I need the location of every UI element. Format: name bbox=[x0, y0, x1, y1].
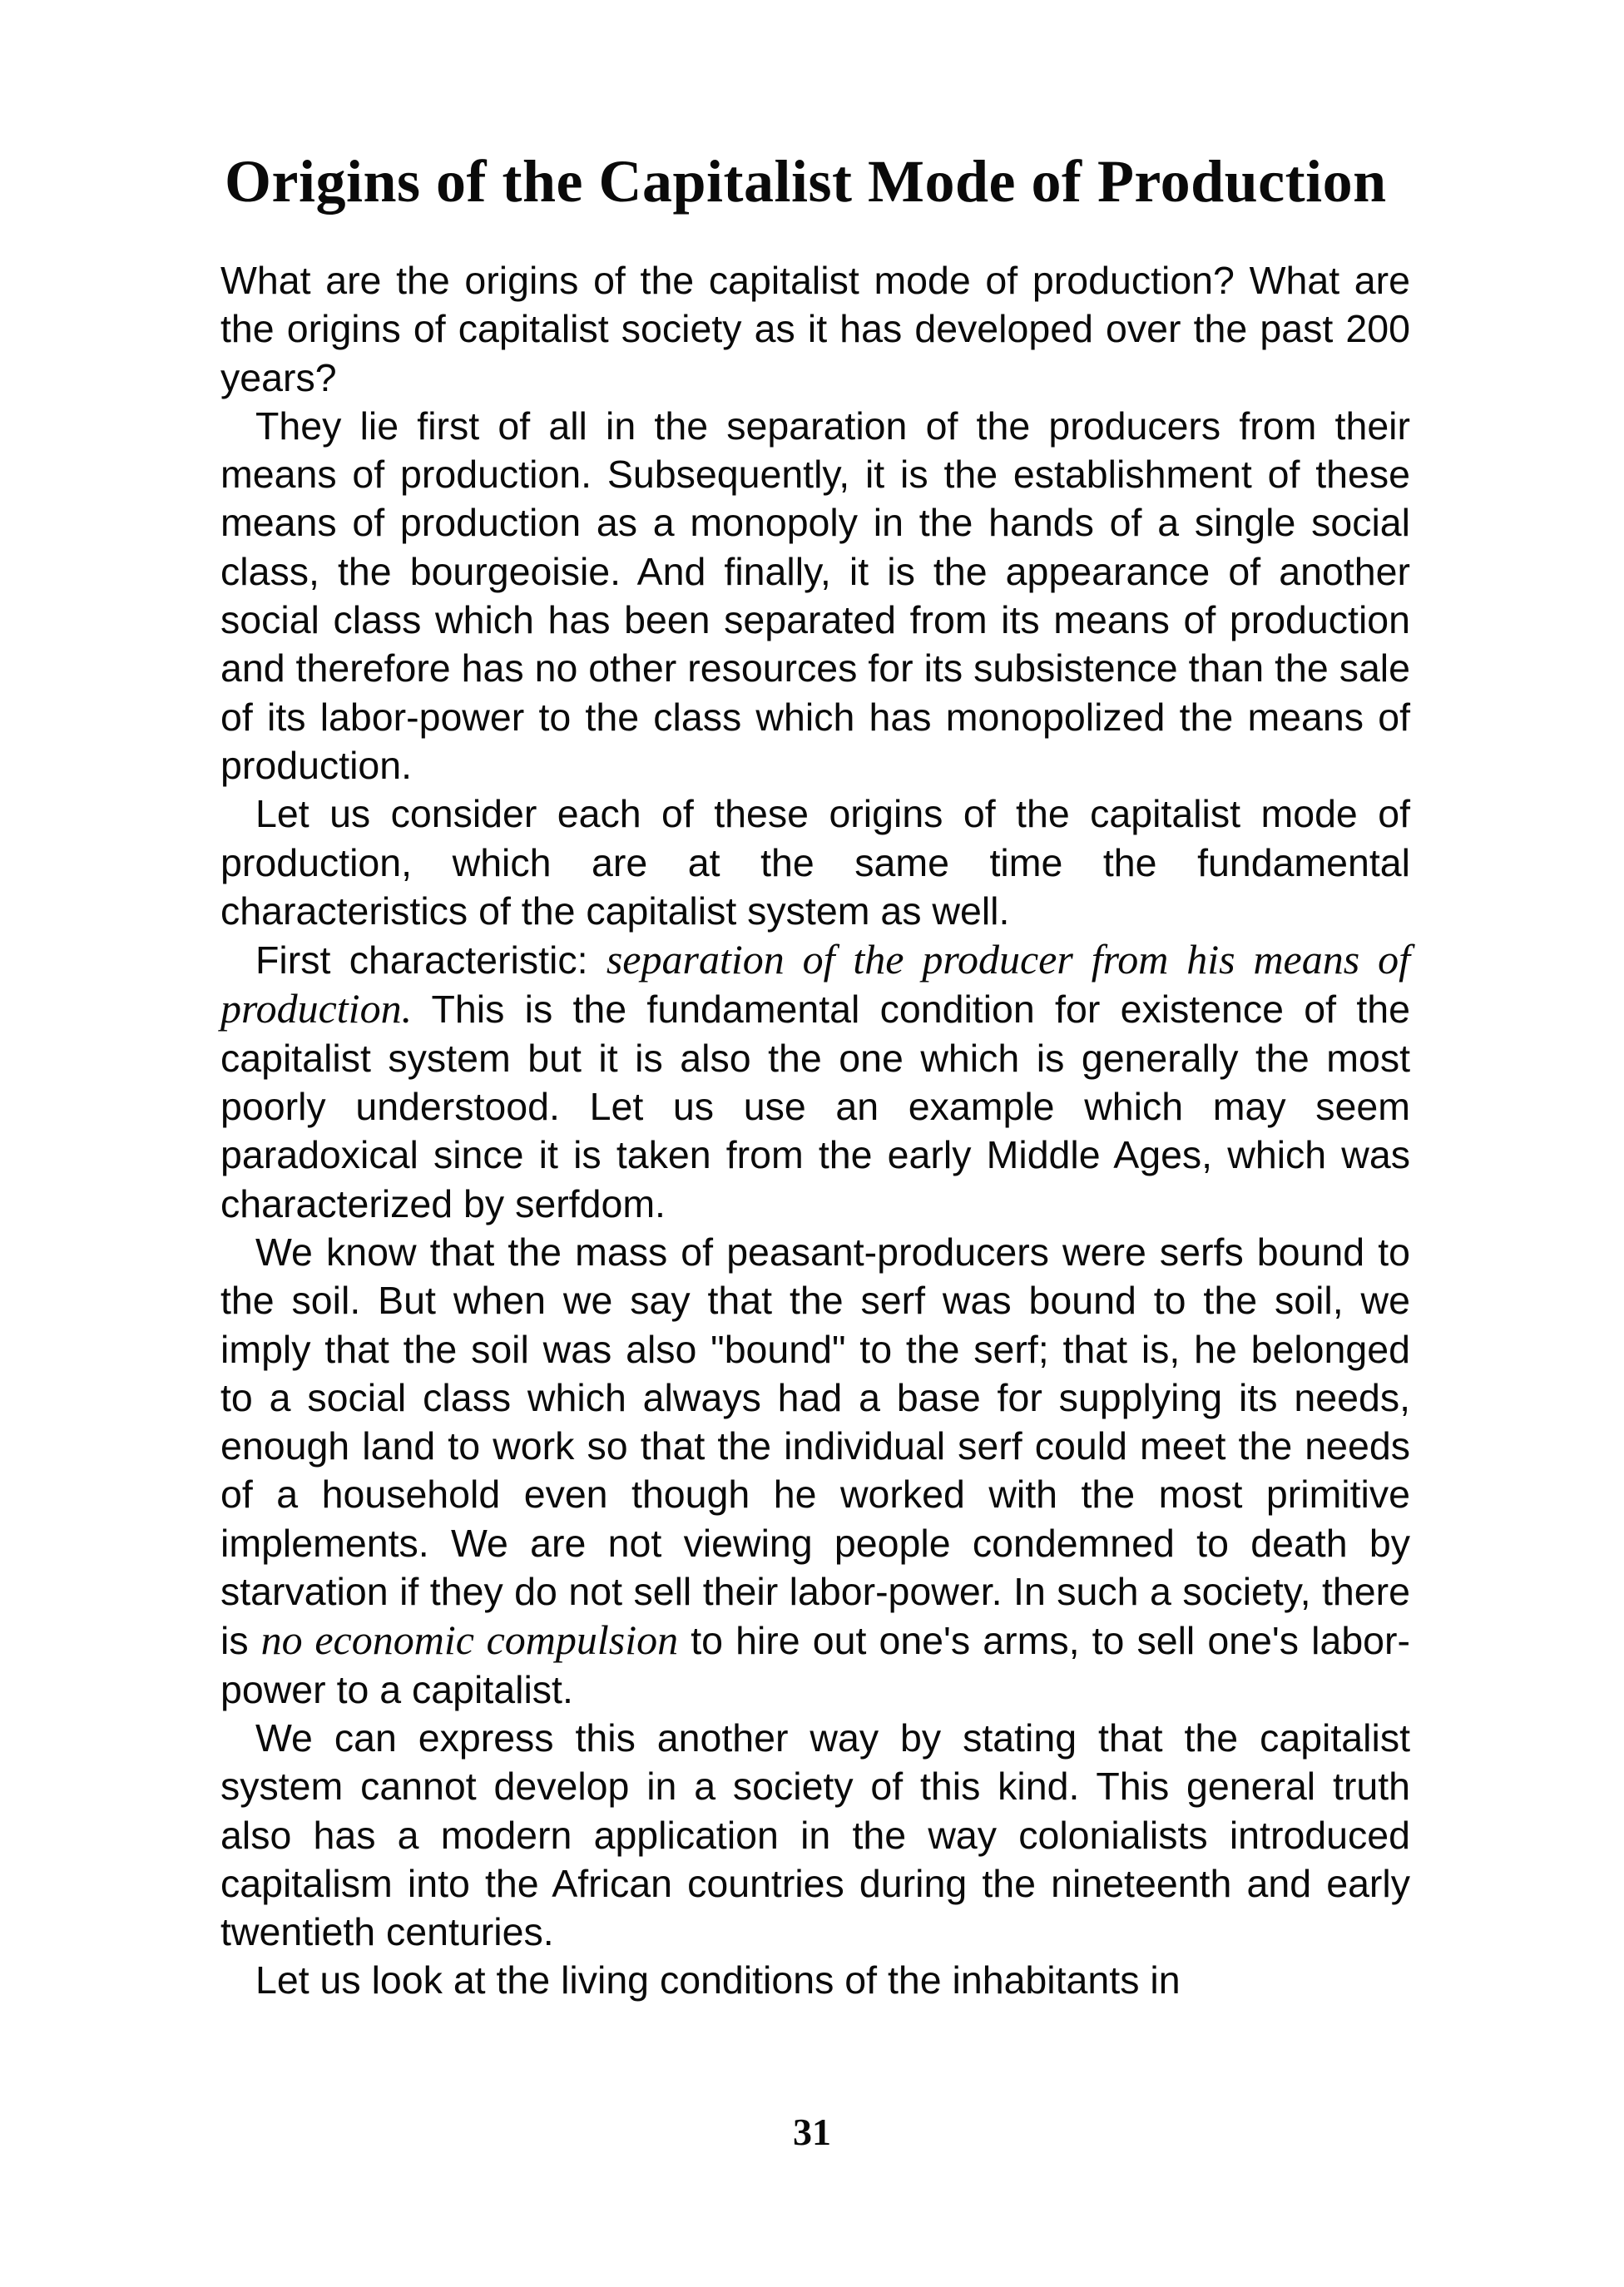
text-run: They lie first of all in the separation of the producers from their means of production. Subsequently, it is the establishment of these means of production as a monopoly in the hands of a single social class, the bourgeoisie. And finally, it is the appearance of another social class which has been separated from its means of production and therefore has no other resources for its subsistence than the sale of its labor-power to the class which has monopolized the means of production. bbox=[220, 403, 1410, 787]
text-run: What are the origins of the capitalist mode of production? What are the origins of capitalist society as it has developed over the past 200 years? bbox=[220, 259, 1410, 399]
text-run: Let us look at the living conditions of the inhabitants in bbox=[255, 1958, 1181, 2002]
paragraph bbox=[220, 256, 1410, 402]
italic-emphasis: no economic compulsion bbox=[260, 1616, 679, 1664]
italic-emphasis: separation of the producer from his means of production. bbox=[220, 936, 1410, 1032]
page-number: 31 bbox=[793, 2111, 831, 2153]
paragraph bbox=[220, 1956, 1410, 2004]
paragraph bbox=[220, 790, 1410, 935]
paragraph bbox=[220, 935, 1410, 1228]
chapter-title: Origins of the Capitalist Mode of Production bbox=[225, 148, 1387, 215]
text-run: Let us consider each of these origins of the capitalist mode of production, which are at the same time the fundamental characteristics of the capitalist system as well. bbox=[220, 792, 1410, 933]
text-run: to hire out one's arms, to sell one's labor-power to a capitalist. bbox=[220, 1619, 1411, 1711]
text-run: This is the fundamental condition for existence of the capitalist system but it is also the one which is generally the most poorly understood. Let us use an example which may seem paradoxical since it is taken from the early Middle Ages, which was characterized by serfdom. bbox=[220, 988, 1410, 1225]
text-run: We know that the mass of peasant-producers were serfs bound to the soil. But when we say that the serf was bound to the soil, we imply that the soil was also "bound" to the serf; that is, he belonged to a social class which always had a base for supplying its needs, enough land to work so that the individual serf could meet the needs of a household even though he worked with the most primitive implements. We are not viewing people condemned to death by starvation if they do not sell their labor-power. In such a society, there is bbox=[220, 1230, 1410, 1663]
paragraph bbox=[220, 1714, 1410, 1956]
paragraph bbox=[220, 402, 1410, 790]
paragraph bbox=[220, 1228, 1410, 1714]
body-text bbox=[220, 256, 1410, 2005]
text-run: We can express this another way by stating that the capitalist system cannot develop in a society of this kind. This general truth also has a modern application in the way colonialists introduced capitalism into the African countries during the nineteenth and early twentieth centuries. bbox=[220, 1715, 1410, 1954]
text-run: First characteristic: bbox=[255, 938, 607, 983]
